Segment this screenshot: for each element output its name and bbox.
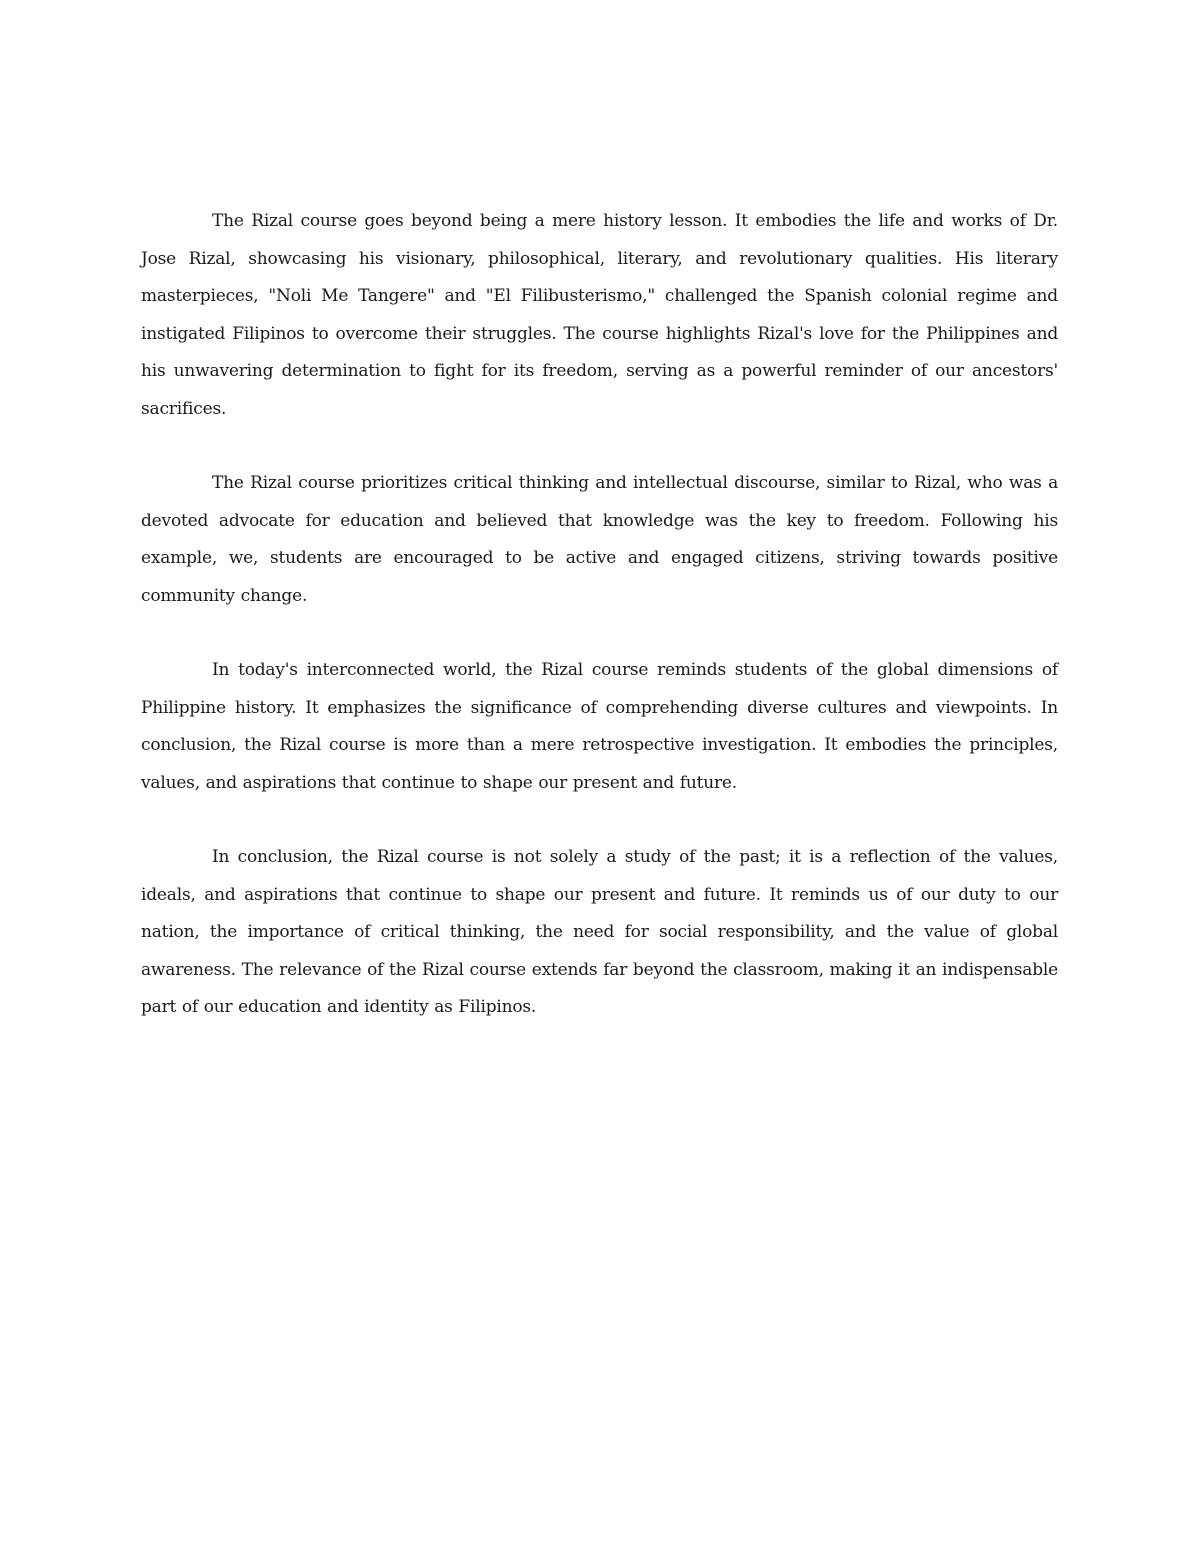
- document-body: [141, 203, 1058, 1027]
- paragraph-1: The Rizal course goes beyond being a mere history lesson. It embodies the life and works of Dr. Jose Rizal, showcasing his visionary, philosophical, literary, and revolutionary qualities. His literary masterpieces, "Noli Me Tangere" and "El Filibusterismo," challenged the Spanish colonial regime and instigated Filipinos to overcome their struggles. The course highlights Rizal's love for the Philippines and his unwavering determination to fight for its freedom, serving as a powerful reminder of our ancestors' sacrifices.: [141, 211, 1058, 419]
- paragraph-3: In today's interconnected world, the Rizal course reminds students of the global dimensions of Philippine history. It emphasizes the significance of comprehending diverse cultures and viewpoints. In conclusion, the Rizal course is more than a mere retrospective investigation. It embodies the principles, values, and aspirations that continue to shape our present and future.: [141, 660, 1058, 793]
- paragraph-2: The Rizal course prioritizes critical thinking and intellectual discourse, similar to Rizal, who was a devoted advocate for education and believed that knowledge was the key to freedom. Following his example, we, students are encouraged to be active and engaged citizens, striving towards positive community change.: [141, 473, 1058, 606]
- paragraph-4: In conclusion, the Rizal course is not solely a study of the past; it is a reflection of the values, ideals, and aspirations that continue to shape our present and future. It reminds us of our duty to our nation, the importance of critical thinking, the need for social responsibility, and the value of global awareness. The relevance of the Rizal course extends far beyond the classroom, making it an indispensable part of our education and identity as Filipinos.: [141, 847, 1058, 1017]
